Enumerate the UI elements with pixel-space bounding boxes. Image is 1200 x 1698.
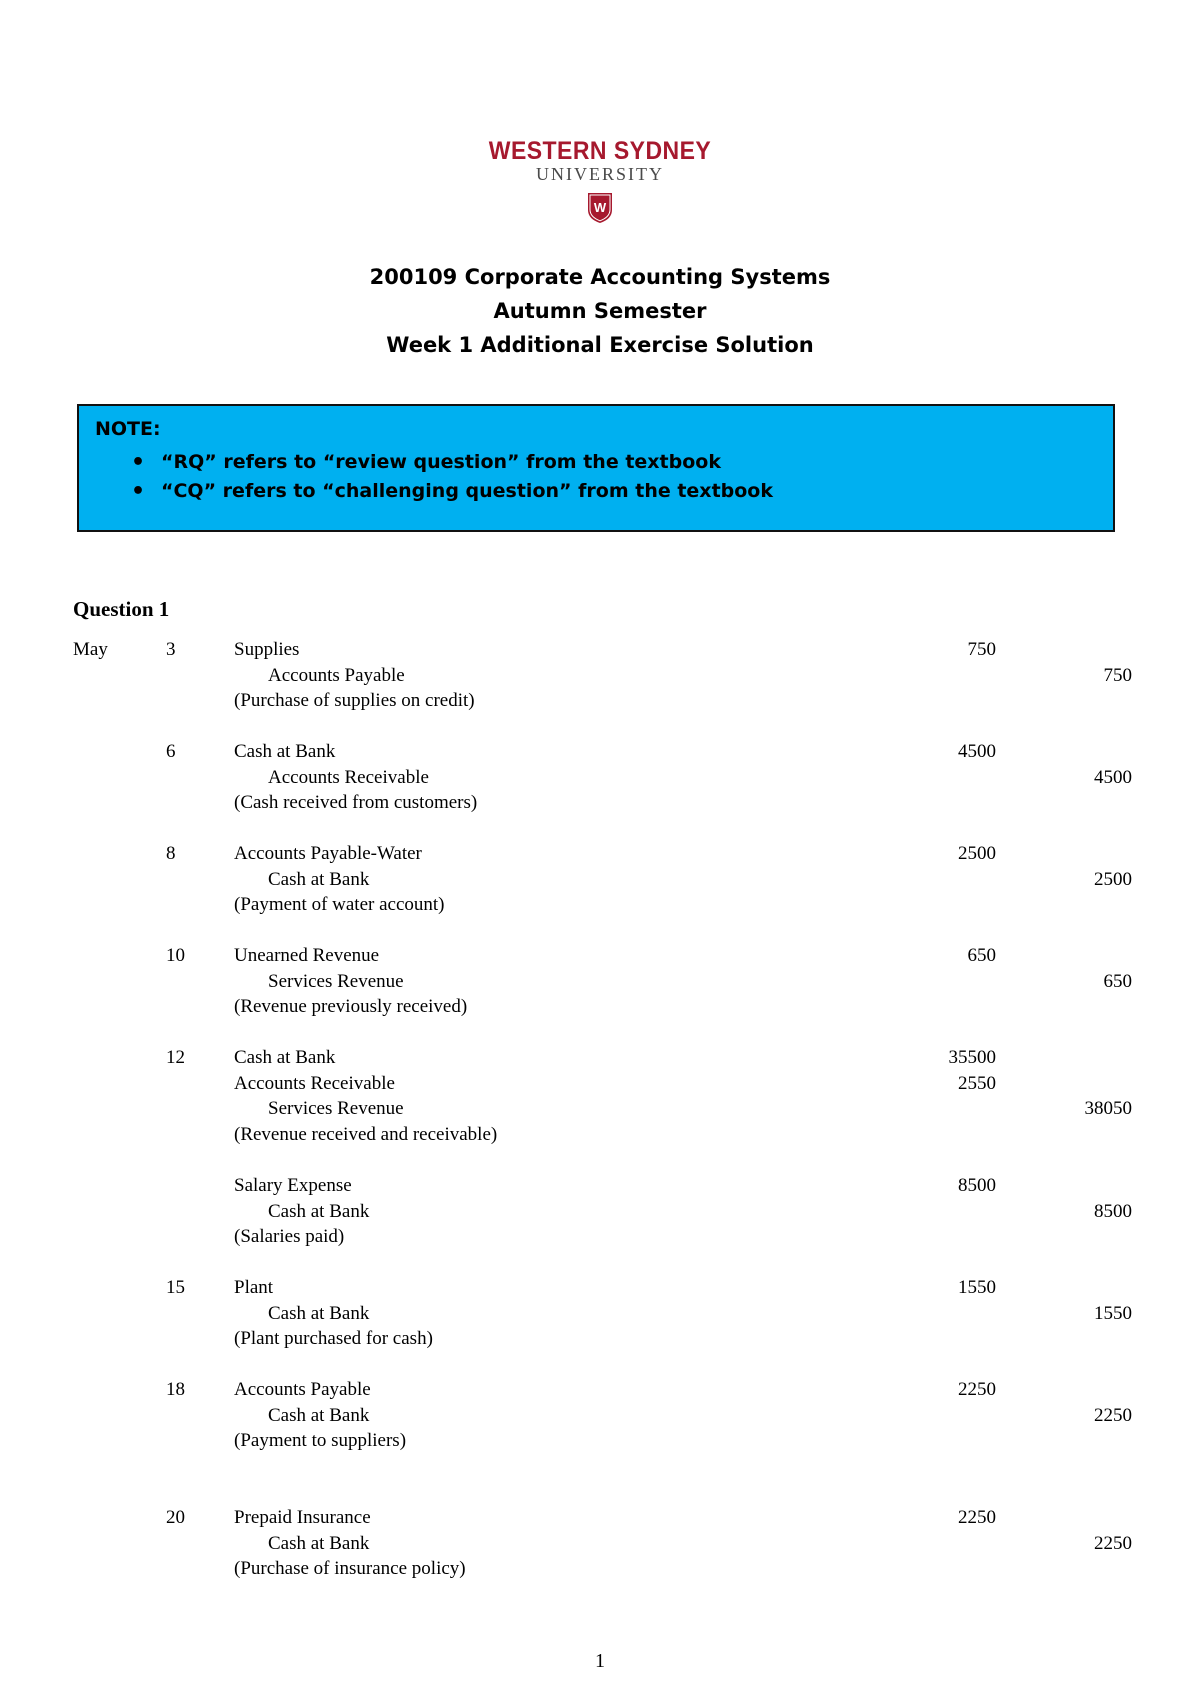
journal-line <box>0 765 1200 791</box>
entry-narration: (Cash received from customers) <box>234 792 478 813</box>
credit-amount: 4500 <box>1094 766 1132 788</box>
debit-amount: 8500 <box>958 1175 996 1196</box>
account-name: Supplies <box>234 639 300 660</box>
journal-line <box>0 663 1200 689</box>
entry-day: 12 <box>166 1047 185 1068</box>
journal-line <box>0 969 1200 995</box>
journal-line <box>0 1071 1200 1097</box>
journal-line <box>0 739 1200 765</box>
account-name: Accounts Payable-Water <box>234 843 422 864</box>
journal-line <box>0 1326 1200 1352</box>
account-name: Services Revenue <box>268 1098 404 1119</box>
entry-narration: (Payment of water account) <box>234 894 445 915</box>
entry-narration: (Revenue received and receivable) <box>234 1123 498 1145</box>
journal-line <box>0 637 1200 663</box>
credit-amount: 38050 <box>1084 1098 1132 1119</box>
journal-line <box>0 1096 1200 1122</box>
account-name: Accounts Payable <box>234 1379 371 1400</box>
university-logo <box>0 138 1200 224</box>
journal-line <box>0 1377 1200 1403</box>
credit-amount: 650 <box>1103 970 1132 992</box>
journal-line <box>0 841 1200 867</box>
credit-amount: 2500 <box>1094 868 1132 890</box>
account-name: Salary Expense <box>234 1175 352 1196</box>
exercise-title: Week 1 Additional Exercise Solution <box>386 333 814 357</box>
journal-line <box>0 1428 1200 1454</box>
journal-line <box>0 892 1200 918</box>
debit-amount: 750 <box>967 639 996 660</box>
account-name: Accounts Receivable <box>234 1072 395 1094</box>
account-name: Cash at Bank <box>268 1302 370 1324</box>
entry-narration: (Salaries paid) <box>234 1226 345 1247</box>
debit-amount: 4500 <box>958 741 996 762</box>
entry-day: 20 <box>166 1507 185 1528</box>
journal-line <box>0 994 1200 1020</box>
shield-icon <box>587 192 613 224</box>
account-name: Cash at Bank <box>268 1404 370 1426</box>
journal-line <box>0 688 1200 714</box>
page-number: 1 <box>595 1650 605 1672</box>
journal-line <box>0 1531 1200 1557</box>
credit-amount: 2250 <box>1094 1404 1132 1426</box>
debit-amount: 2250 <box>958 1507 996 1528</box>
debit-amount: 2500 <box>958 843 996 864</box>
credit-amount: 2250 <box>1094 1532 1132 1554</box>
journal-line <box>0 1301 1200 1327</box>
course-title: 200109 Corporate Accounting Systems <box>369 265 831 289</box>
debit-amount: 2250 <box>958 1379 996 1400</box>
entry-narration: (Plant purchased for cash) <box>234 1328 433 1349</box>
debit-amount: 1550 <box>958 1277 996 1298</box>
entry-narration: (Payment to suppliers) <box>234 1430 407 1451</box>
entry-day: 15 <box>166 1277 185 1298</box>
account-name: Accounts Payable <box>268 664 405 686</box>
journal-line <box>0 1505 1200 1531</box>
logo-subtitle: UNIVERSITY <box>536 164 664 184</box>
account-name: Prepaid Insurance <box>234 1507 371 1528</box>
entry-narration: (Purchase of insurance policy) <box>234 1558 466 1579</box>
debit-amount: 650 <box>967 945 996 966</box>
debit-amount: 2550 <box>958 1072 996 1094</box>
document-titles <box>0 260 1200 362</box>
debit-amount: 35500 <box>948 1047 996 1068</box>
journal-line <box>0 1556 1200 1582</box>
entry-narration: (Purchase of supplies on credit) <box>234 690 475 711</box>
entry-month: May <box>73 639 108 660</box>
credit-amount: 8500 <box>1094 1200 1132 1222</box>
credit-amount: 1550 <box>1094 1302 1132 1324</box>
journal-line <box>0 1122 1200 1148</box>
journal-line <box>0 1173 1200 1199</box>
account-name: Cash at Bank <box>234 1047 336 1068</box>
journal-line <box>0 943 1200 969</box>
note-item: • “RQ” refers to “review question” from the textbook <box>131 448 773 477</box>
journal-line <box>0 790 1200 816</box>
entry-day: 8 <box>166 843 176 864</box>
account-name: Cash at Bank <box>268 868 370 890</box>
note-item: • “CQ” refers to “challenging question” from the textbook <box>131 477 773 506</box>
entry-day: 10 <box>166 945 185 966</box>
account-name: Plant <box>234 1277 274 1298</box>
account-name: Accounts Receivable <box>268 766 429 788</box>
account-name: Unearned Revenue <box>234 945 380 966</box>
semester-title: Autumn Semester <box>493 299 707 323</box>
credit-amount: 750 <box>1103 664 1132 686</box>
account-name: Cash at Bank <box>234 741 336 762</box>
entry-day: 6 <box>166 741 176 762</box>
entry-day: 3 <box>166 639 176 660</box>
shield-letter: W <box>593 200 607 215</box>
note-list <box>131 448 773 506</box>
question-title: Question 1 <box>73 597 170 621</box>
account-name: Cash at Bank <box>268 1200 370 1222</box>
journal-line <box>0 1224 1200 1250</box>
journal-line <box>0 1199 1200 1225</box>
journal-line <box>0 1045 1200 1071</box>
entry-day: 18 <box>166 1379 185 1400</box>
note-label: NOTE: <box>95 418 161 440</box>
account-name: Cash at Bank <box>268 1532 370 1554</box>
journal-line <box>0 1403 1200 1429</box>
entry-narration: (Revenue previously received) <box>234 996 468 1017</box>
journal-line <box>0 1275 1200 1301</box>
logo-wordmark: WESTERN SYDNEY <box>488 137 712 165</box>
journal-line <box>0 867 1200 893</box>
account-name: Services Revenue <box>268 970 404 992</box>
note-box <box>77 404 1115 532</box>
